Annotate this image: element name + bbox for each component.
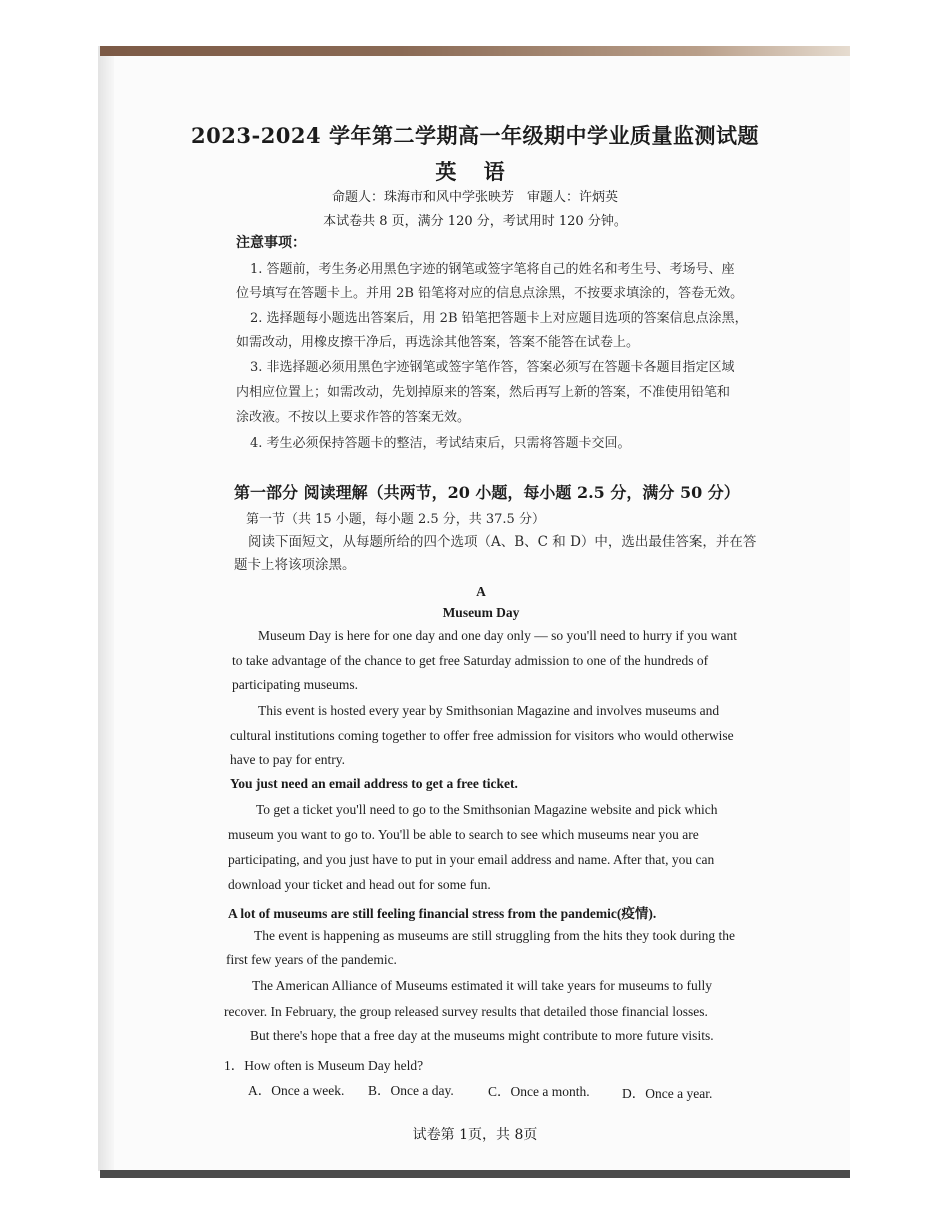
note-line: 1. 答题前，考生务必用黑色字迹的钢笔或签字笔将自己的姓名和考生号、考场号、座: [250, 262, 735, 277]
section1-heading: 第一节（共 15 小题，每小题 2.5 分，共 37.5 分）: [246, 512, 545, 527]
part1-heading: 第一部分 阅读理解（共两节，20 小题，每小题 2.5 分，满分 50 分）: [234, 483, 740, 502]
instructions-line: 题卡上将该项涂黑。: [234, 557, 356, 573]
passage-line: The event is happening as museums are still struggling from the hits they took during the: [254, 928, 736, 943]
note-line: 2. 选择题每小题选出答案后，用 2B 铅笔把答题卡上对应题目选项的答案信息点涂黑，: [250, 311, 748, 326]
passage-subheading: A lot of museums are still feeling financial stress from the pandemic(疫情).: [228, 906, 657, 921]
passage-line: But there's hope that a free day at the museums might contribute to more future visits.: [250, 1028, 714, 1043]
passage-line: participating, and you just have to put in your email address and name. After that, you can: [228, 852, 715, 867]
note-line: 3. 非选择题必须用黑色字迹钢笔或签字笔作答，答案必须写在答题卡各题目指定区域: [250, 360, 735, 375]
passage-title: Museum Day: [442, 605, 520, 620]
passage-line: download your ticket and head out for some fun.: [228, 877, 491, 892]
exam-info: 本试卷共 8 页，满分 120 分，考试用时 120 分钟。: [323, 214, 627, 229]
page-footer: 试卷第 1页，共 8页: [412, 1127, 538, 1143]
passage-line: first few years of the pandemic.: [226, 952, 397, 967]
passage-line: cultural institutions coming together to offer free admission for visitors who would otherwise: [230, 728, 734, 743]
passage-letter: A: [476, 584, 486, 599]
passage-line: participating museums.: [232, 677, 358, 692]
passage-line: This event is hosted every year by Smithsonian Magazine and involves museums and: [258, 703, 720, 718]
scan-edge-top: [100, 46, 850, 56]
passage-line: museum you want to go to. You'll be able to search to see which museums near you are: [228, 827, 699, 842]
note-line: 内相应位置上；如需改动，先划掉原来的答案，然后再写上新的答案，不准使用铅笔和: [236, 385, 731, 400]
note-line: 如需改动，用橡皮擦干净后，再选涂其他答案，答案不能答在试卷上。: [236, 335, 640, 350]
authors-line: 命题人：珠海市和风中学张映芳 审题人：许炳英: [331, 190, 618, 205]
note-line: 4. 考生必须保持答题卡的整洁，考试结束后，只需将答题卡交回。: [250, 436, 631, 451]
instructions-line: 阅读下面短文，从每题所给的四个选项（A、B、C 和 D）中，选出最佳答案，并在答: [248, 534, 757, 550]
subject-title: 英 语: [435, 159, 515, 184]
scan-edge-bottom: [100, 1170, 850, 1178]
passage-line: The American Alliance of Museums estimated it will take years for museums to fully: [252, 978, 713, 993]
option-b: B．Once a day.: [368, 1083, 454, 1098]
passage-line: Museum Day is here for one day and one day only — so you'll need to hurry if you want: [258, 628, 737, 643]
exam-title: 2023-2024 学年第二学期高一年级期中学业质量监测试题: [191, 123, 759, 148]
passage-line: have to pay for entry.: [230, 752, 345, 767]
passage-line: recover. In February, the group released survey results that detailed those financial losses.: [224, 1004, 708, 1019]
passage-subheading: You just need an email address to get a free ticket.: [230, 776, 518, 791]
notes-heading: 注意事项：: [236, 235, 306, 251]
option-d: D．Once a year.: [622, 1086, 713, 1101]
passage-line: to take advantage of the chance to get free Saturday admission to one of the hundreds of: [232, 653, 709, 668]
note-line: 位号填写在答题卡上。并用 2B 铅笔将对应的信息点涂黑，不按要求填涂的，答卷无效。: [236, 286, 744, 301]
question-stem: 1．How often is Museum Day held?: [224, 1058, 424, 1073]
note-line: 涂改液。不按以上要求作答的答案无效。: [236, 410, 471, 425]
option-a: A．Once a week.: [248, 1083, 345, 1098]
option-c: C．Once a month.: [488, 1084, 590, 1099]
passage-line: To get a ticket you'll need to go to the Smithsonian Magazine website and pick which: [256, 802, 718, 817]
